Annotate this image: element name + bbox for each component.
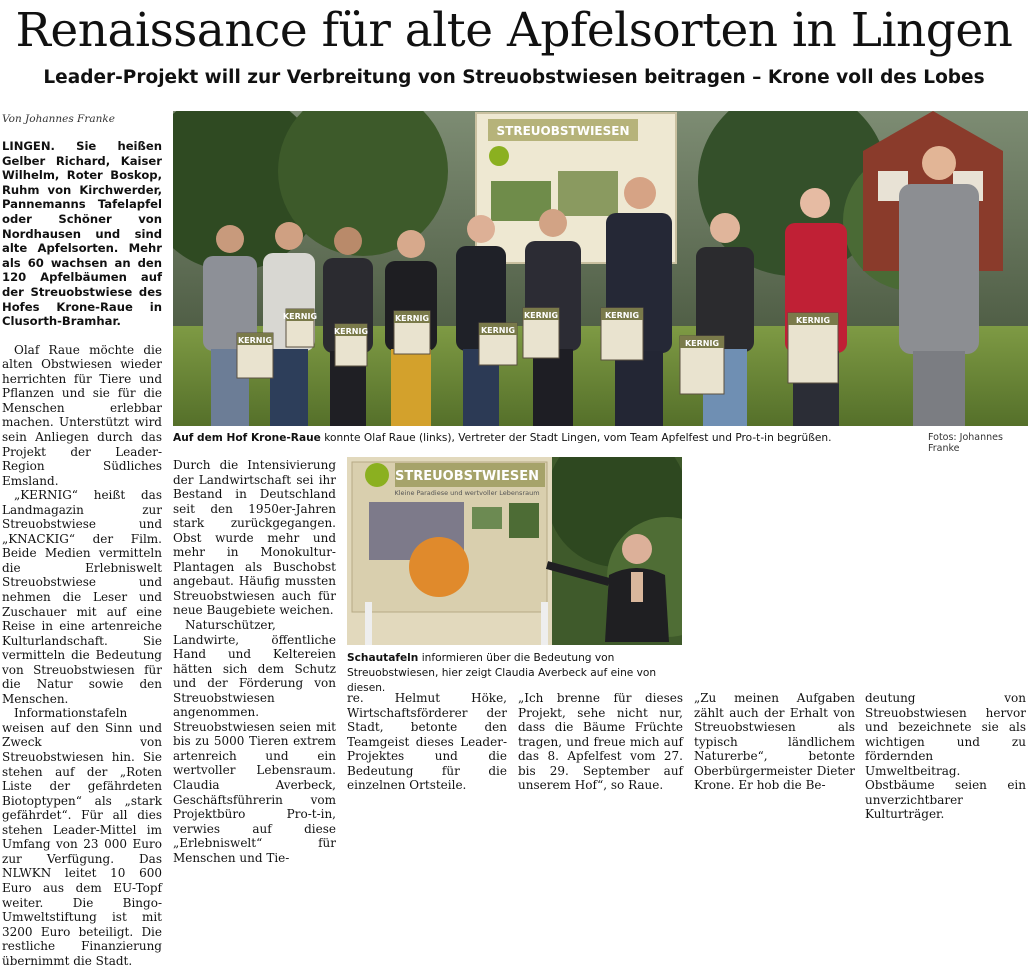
paragraph: Naturschützer, Landwirte, öffentliche Hand und Keltereien hätten sich dem Schutz und der Förderung von Streuobstwiesen angenommen. Streuobstwiesen seien mit bis zu 5000 Tieren extrem artenreich und ein wertvoller Lebensraum. Claudia Averbeck, Geschäftsführerin vom Projektbüro Pro-t-in, verwies auf diese „Erlebniswelt“ für Menschen und Tie- (173, 618, 336, 865)
board-title: STREUOBSTWIESEN (394, 469, 540, 484)
column-1 (2, 139, 162, 968)
photo-credit: Fotos: Johannes Franke (928, 432, 1003, 454)
sign-text: STREUOBSTWIESEN (496, 124, 630, 138)
magazine-label: KERNIG (604, 311, 640, 320)
column-5: „Zu meinen Aufgaben zählt auch der Erhalt von Streuobstwiesen als typisch ländlichem Naturerbe“, betonte Oberbürgermeister Dieter Krone. Er hob die Be- (694, 691, 855, 793)
column-3: re. Helmut Höke, Wirtschaftsförderer der Stadt, betonte den Teamgeist dieses Leader-Projektes und die Bedeutung für die einzelnen Ortsteile. (347, 691, 507, 793)
magazine-label: KERNIG (333, 327, 369, 336)
board-subtitle: Kleine Paradiese und wertvoller Lebensraum (394, 489, 540, 497)
caption-bold: Auf dem Hof Krone-Raue (173, 432, 321, 444)
caption-text: informieren über die Bedeutung von Streuobstwiesen, hier zeigt Claudia Averbeck auf eine von diesen. (347, 652, 657, 694)
magazine-label: KERNIG (282, 312, 318, 321)
magazine-label: KERNIG (523, 311, 559, 320)
column-4: „Ich brenne für dieses Projekt, sehe nicht nur, dass die Bäume Früchte tragen, und freue mich auf das 8. Apfelfest vom 27. bis 29. September auf unserem Hof“, so Raue. (518, 691, 683, 793)
magazine-label: KERNIG (237, 336, 273, 345)
column-2 (173, 458, 336, 865)
byline: Von Johannes Franke (2, 113, 115, 125)
main-photo (173, 111, 1028, 426)
magazine-label: KERNIG (795, 316, 831, 325)
headline: Renaissance für alte Apfelsorten in Lingen (15, 3, 1013, 58)
caption-bold: Schautafeln (347, 652, 419, 664)
magazine-label: KERNIG (480, 326, 516, 335)
lead-paragraph: LINGEN. Sie heißen Gelber Richard, Kaiser Wilhelm, Roter Boskop, Ruhm von Kirchwerder, Pannemanns Tafelapfel oder Schöner von Nordhausen und sind alte Apfelsorten. Mehr als 60 wachsen an den 120 Apfelbäumen auf der Streuobstwiese des Hofes Krone-Raue in Clusorth-Bramhar. (2, 139, 162, 329)
paragraph: „KERNIG“ heißt das Landmagazin zur Streuobstwiese und „KNACKIG“ der Film. Beide Medien vermitteln die Erlebniswelt Streuobstwiese und nehmen die Leser und Zuschauer mit auf eine Reise in eine artenreiche Kulturlandschaft. Sie vermitteln die Bedeutung von Streuobstwiesen für die Natur sowie den Menschen. (2, 488, 162, 706)
second-photo (347, 457, 682, 645)
subheadline: Leader-Projekt will zur Verbreitung von Streuobstwiesen beitragen – Krone voll des Lobes (43, 67, 985, 88)
column-6: deutung von Streuobstwiesen hervor und bezeichnete sie als wichtigen und zu fördernden Umweltbeitrag. Obstbäume seien ein unverzichtbarer Kulturträger. (865, 691, 1026, 822)
caption-text: konnte Olaf Raue (links), Vertreter der Stadt Lingen, vom Team Apfelfest und Pro-t-in begrüßen. (320, 432, 832, 444)
magazine-label: KERNIG (684, 339, 720, 348)
paragraph: Olaf Raue möchte die alten Obstwiesen wieder herrichten für Tiere und Pflanzen und sie für die Menschen erlebbar machen. Unterstützt wird sein Anliegen durch das Projekt der Leader-Region Südliches Emsland. (2, 342, 162, 488)
paragraph: Durch die Intensivierung der Landwirtschaft sei ihr Bestand in Deutschland seit den 1950er-Jahren stark zurückgegangen. Obst wurde mehr und mehr in Monokultur-Plantagen als Buschobst angebaut. Häufig mussten Streuobstwiesen auch für neue Baugebiete weichen. (173, 458, 336, 618)
main-photo-caption (173, 431, 853, 446)
second-photo-caption (347, 651, 682, 696)
magazine-label: KERNIG (394, 314, 430, 323)
paragraph: Informationstafeln weisen auf den Sinn und Zweck von Streuobstwiesen hin. Sie stehen auf der „Roten Liste der gefährdeten Biotoptypen“ als „stark gefährdet“. Für all dies stehen Leader-Mittel im Umfang von 23 000 Euro zur Verfügung. Das NLWKN leitet 10 600 Euro aus dem EU-Topf weiter. Die Bingo-Umweltstiftung ist mit 3200 Euro beteiligt. Die restliche Finanzierung übernimmt die Stadt. (2, 706, 162, 968)
